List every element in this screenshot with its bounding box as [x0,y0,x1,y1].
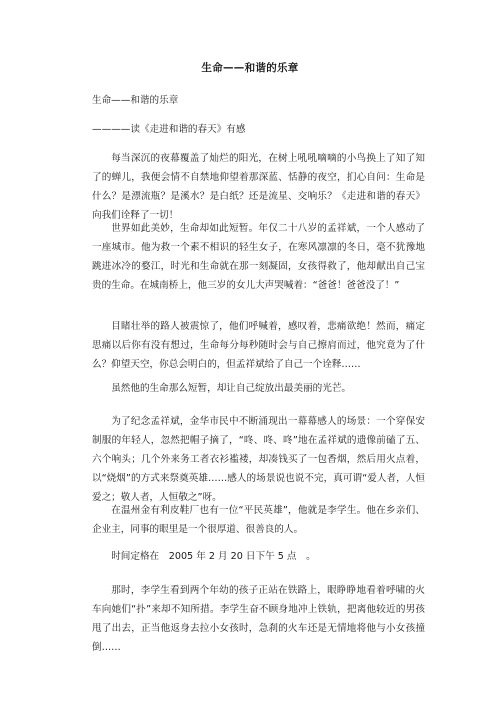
paragraph-6: 在温州金有利皮鞋厂也有一位“平民英雄”，他就是李学生。他在乡亲们、企业主，同事的眼里是一个很厚道、很善良的人。 [92,505,425,535]
paragraph-7: 时间定格在 2005 年 2 月 20 日下午 5 点 。 [111,551,316,562]
paragraph-5: 为了纪念孟祥斌，金华市民中不断涌现出一幕幕感人的场景：一个穿保安制服的年轻人，忽然把帽子摘了，“咚、咚、咚”地在孟祥斌的遗像前磕了五、六个响头；几个外来务工者衣衫褴褛，却凑钱买了一包香烟，然后用火点着，以“烧烟”的方式来祭奠英雄……感人的场景说也说不完，真可谓“爱人者，人恒爱之；敬人者，人恒敬之”呀。 [92,416,425,503]
subtitle: 生命——和谐的乐章 [92,95,179,106]
paragraph-8: 那时，李学生看到两个年幼的孩子正站在铁路上，眼睁睁地看着呼啸的火车向她们“扑”来却不知所措。李学生奋不顾身地冲上铁轨，把离他较近的男孩甩了出去，正当他返身去拉小女孩时，急刹的火车还是无情地将他与小女孩撞倒…… [92,585,425,653]
paragraph-3: 目睹壮举的路人被震惊了，他们呼喊着，感叹着，悲痛欲绝！然而，痛定思痛以后你有没有想过，生命每分每秒随时会与自己擦肩而过，他究竟为了什么？仰望天空，你总会明白的，但孟祥斌给了自己一个诠释…… [92,321,425,370]
paragraph-1: 每当深沉的夜幕覆盖了灿烂的阳光，在树上吼吼嘀嘀的小鸟换上了知了知了的蝉儿，我便会情不自禁地仰望着那深蓝、恬静的夜空，扪心自问：生命是什么？是漂流瓶？是溪水？是白纸？还是流星、交响乐？《走进和谐的春天》向我们诠释了一切！ [92,153,425,221]
reading-note: ————读《走进和谐的春天》有感 [92,124,246,135]
page-title: 生命——和谐的乐章 [201,62,299,74]
paragraph-4: 虽然他的生命那么短暂，却让自己绽放出最美丽的光芒。 [111,383,352,394]
paragraph-2: 世界如此美妙，生命却如此短暂。年仅二十八岁的孟祥斌，一个人感动了一座城市。他为救一个素不相识的轻生女子，在寒风凛凛的冬日，毫不犹豫地跳进冰冷的婺江，时光和生命就在那一刻凝固，女孩得救了，他却献出自己宝贵的生命。在城南桥上，他三岁的女儿大声哭喊着：“爸爸！爸爸没了！” [92,223,425,291]
